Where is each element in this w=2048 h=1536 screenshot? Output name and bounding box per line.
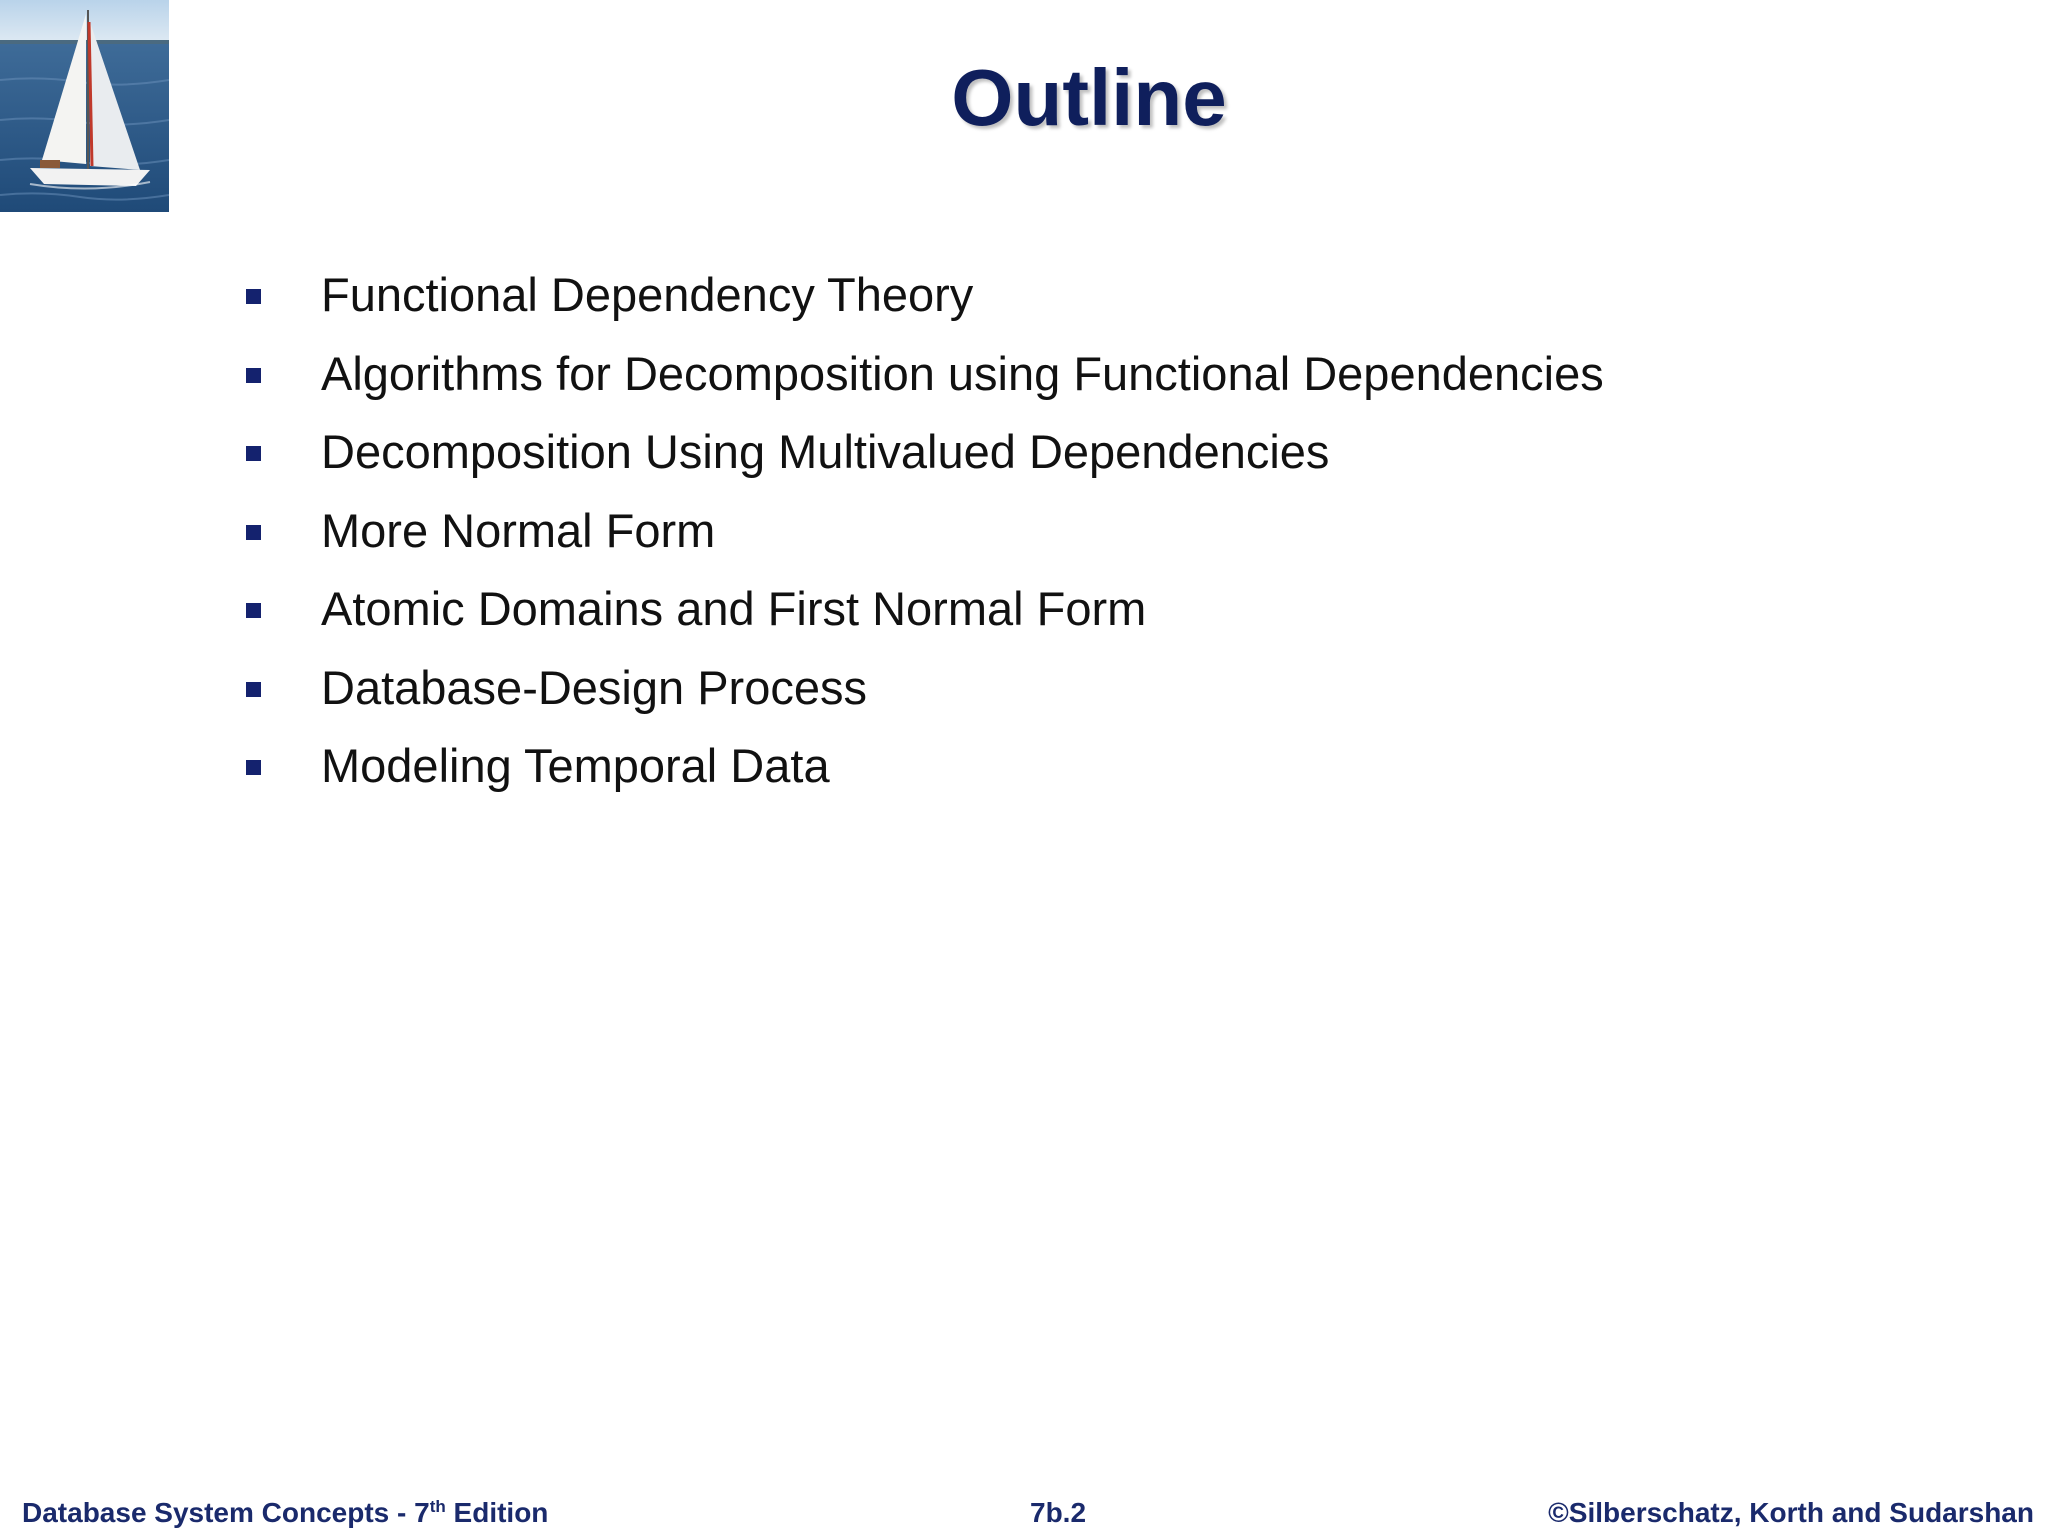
footer-edition-superscript: th (429, 1497, 446, 1516)
outline-list (246, 266, 1604, 816)
square-bullet-icon (246, 368, 261, 383)
square-bullet-icon (246, 446, 261, 461)
list-item (246, 659, 1604, 738)
square-bullet-icon (246, 603, 261, 618)
list-item-text: Modeling Temporal Data (321, 739, 830, 792)
list-item (246, 423, 1604, 502)
list-item (246, 502, 1604, 581)
list-item (246, 737, 1604, 816)
slide-title: Outline (951, 53, 1227, 142)
list-item-text: Atomic Domains and First Normal Form (321, 582, 1147, 635)
footer-page-number: 7b.2 (1030, 1497, 1087, 1528)
footer-book-title (22, 1497, 548, 1529)
list-item (246, 345, 1604, 424)
list-item-text: More Normal Form (321, 503, 716, 557)
slide-footer (0, 1497, 2048, 1529)
list-item-text: Database-Design Process (321, 660, 867, 714)
square-bullet-icon (246, 682, 261, 697)
square-bullet-icon (246, 760, 261, 775)
footer-book-title-suffix: Edition (445, 1497, 549, 1528)
list-item-text: Decomposition Using Multivalued Dependencies (321, 425, 1330, 478)
list-item-text: Algorithms for Decomposition using Functional Dependencies (321, 346, 1604, 400)
square-bullet-icon (246, 525, 261, 540)
square-bullet-icon (246, 289, 261, 304)
list-item (246, 266, 1604, 345)
footer-copyright: ©Silberschatz, Korth and Sudarshan (1548, 1497, 2034, 1528)
footer-book-title-prefix: Database System Concepts - 7 (22, 1497, 430, 1528)
list-item (246, 580, 1604, 659)
list-item-text: Functional Dependency Theory (321, 268, 974, 321)
